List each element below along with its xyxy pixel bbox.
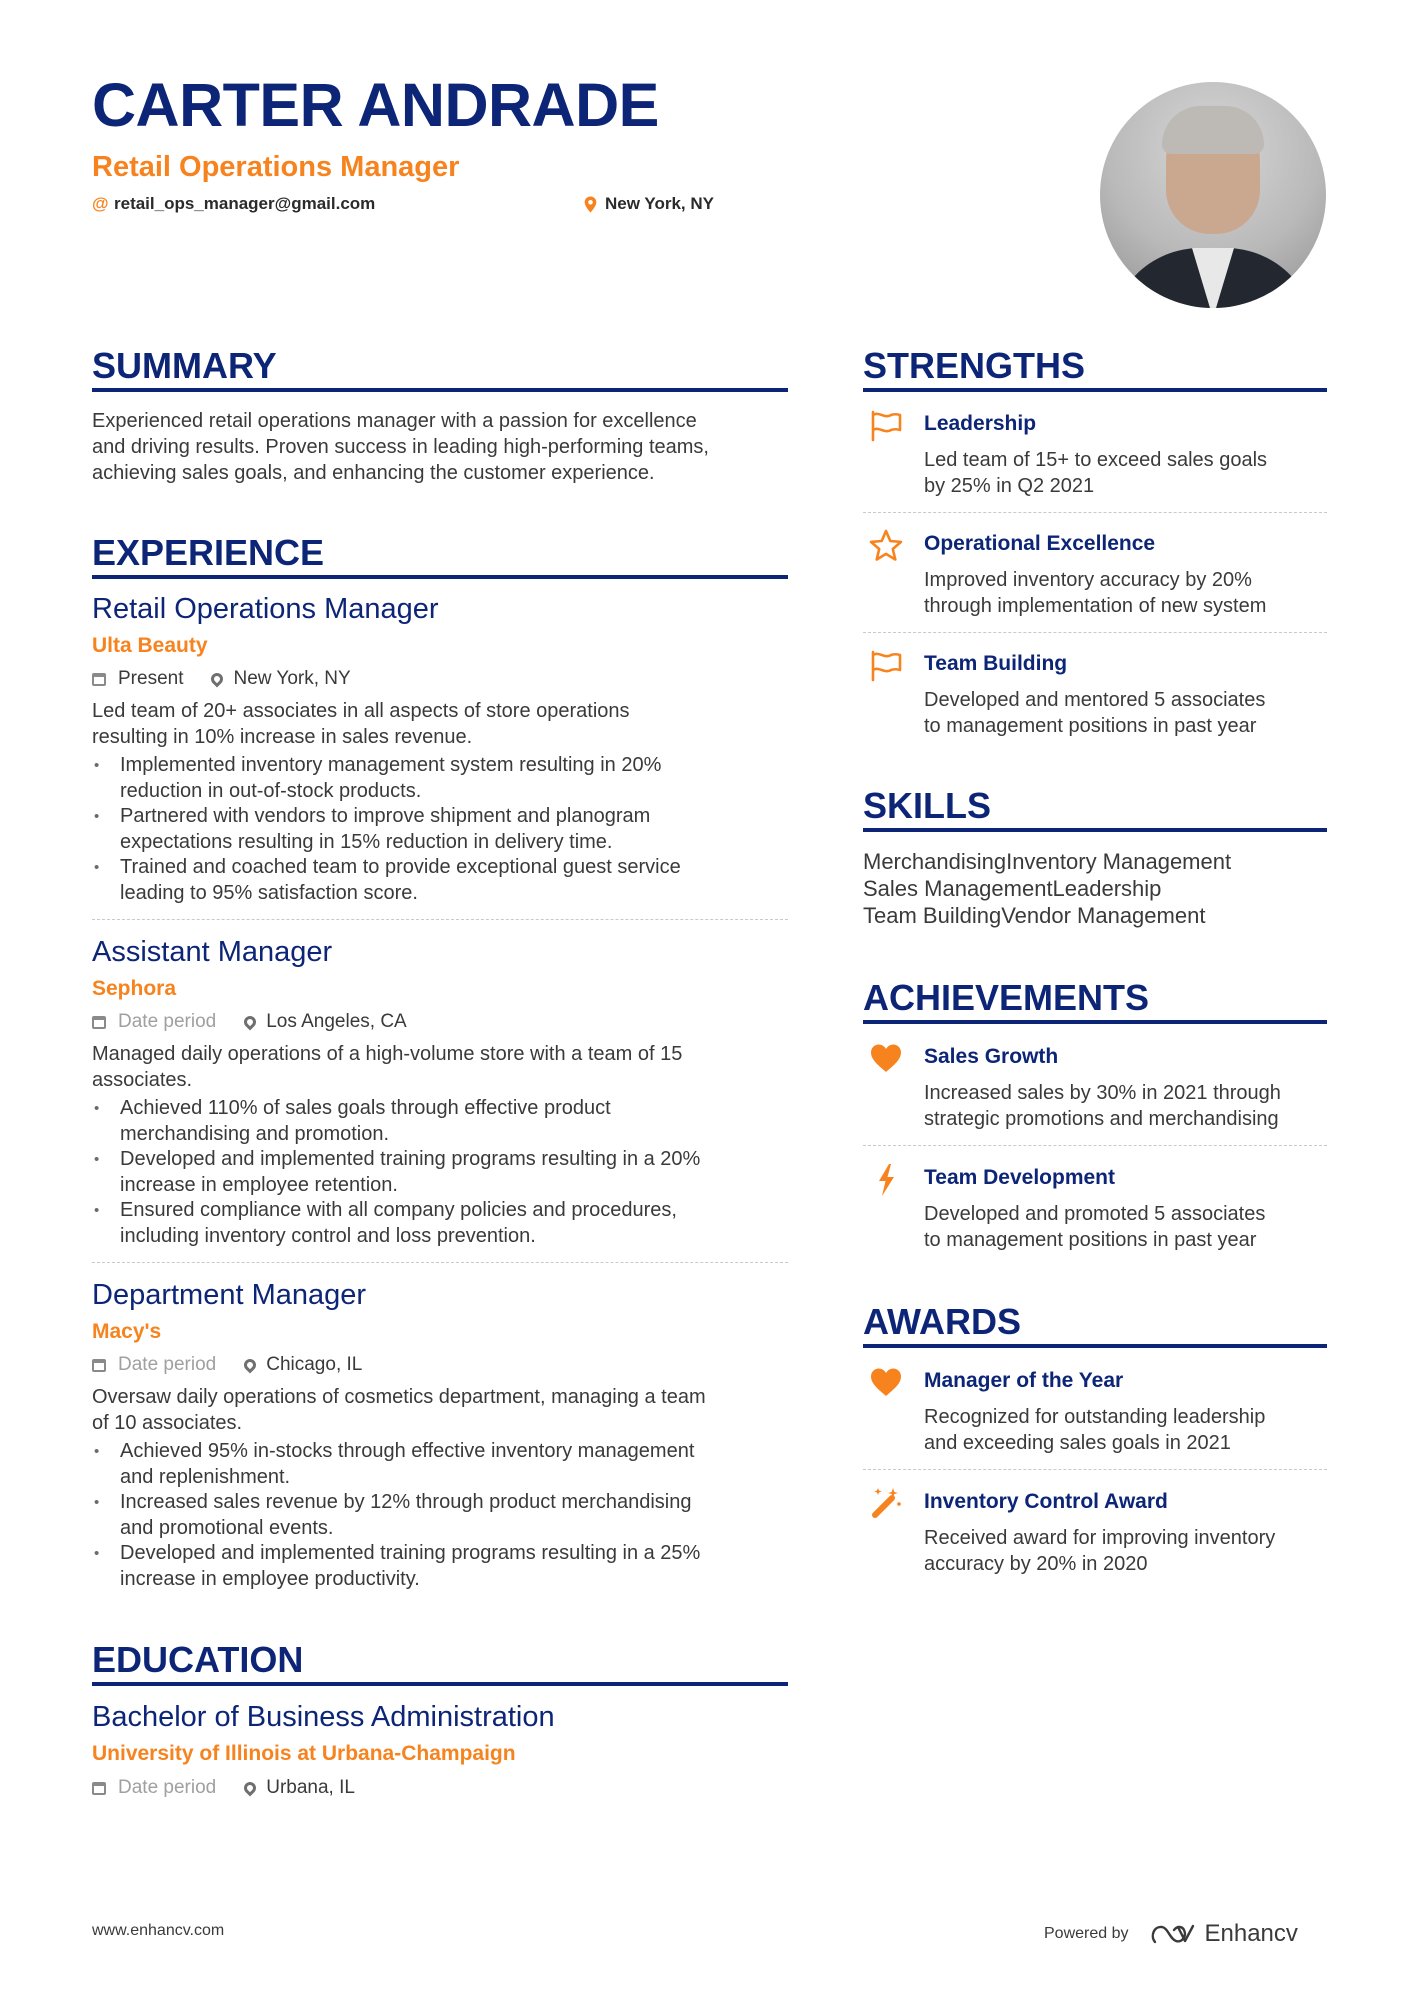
experience-heading: EXPERIENCE: [92, 532, 325, 573]
strengths-heading: STRENGTHS: [863, 345, 1086, 386]
award-title: Manager of the Year: [924, 1369, 1124, 1392]
education-meta: [92, 1777, 355, 1799]
job-title: Department Manager: [92, 1279, 367, 1311]
job-location: New York, NY: [233, 668, 351, 689]
education-divider: [92, 1682, 788, 1686]
skills-list: [863, 848, 1231, 929]
summary-heading: SUMMARY: [92, 345, 277, 386]
job-meta: [92, 1011, 407, 1033]
enhancv-logo: [1151, 1920, 1298, 1948]
awards-divider: [863, 1344, 1327, 1348]
footer-branding[interactable]: [1044, 1920, 1298, 1948]
degree-title: Bachelor of Business Administration: [92, 1701, 555, 1733]
job-title: Assistant Manager: [92, 936, 333, 968]
list-item: • Developed and implemented training programs resulting in a 20% increase in employee retention.: [92, 1147, 792, 1198]
job-company: Macy's: [92, 1320, 162, 1343]
school-name: University of Illinois at Urbana-Champaign: [92, 1742, 516, 1765]
strength-desc: Developed and mentored 5 associates to management positions in past year: [924, 689, 1266, 737]
profile-photo: [1100, 82, 1326, 308]
job-description: Oversaw daily operations of cosmetics department, managing a team of 10 associates.: [92, 1386, 706, 1434]
job-title: Retail Operations Manager: [92, 593, 439, 625]
list-item: Sales ManagementLeadership: [863, 876, 1162, 901]
calendar-icon: [92, 1359, 106, 1372]
awards-heading: AWARDS: [863, 1301, 1022, 1342]
job-date: Date period: [118, 1011, 217, 1032]
candidate-role: Retail Operations Manager: [92, 151, 460, 183]
job-bullets: [92, 753, 792, 906]
calendar-icon: [92, 673, 106, 686]
contact-email[interactable]: [92, 194, 375, 214]
achievement-title: Team Development: [924, 1166, 1115, 1189]
entry-divider: [863, 512, 1327, 513]
calendar-icon: [92, 1016, 106, 1029]
enhancv-logo-text: Enhancv: [1204, 1920, 1298, 1947]
job-company: Sephora: [92, 977, 177, 1000]
job-description: Led team of 20+ associates in all aspects of store operations resulting in 10% increase in sales revenue.: [92, 700, 630, 748]
job-company: Ulta Beauty: [92, 634, 208, 657]
job-meta: [92, 668, 351, 690]
list-item: • Ensured compliance with all company policies and procedures, including inventory control and loss prevention.: [92, 1198, 792, 1249]
location-pin-icon: [242, 1014, 259, 1031]
job-date: Date period: [118, 1354, 217, 1375]
flag-icon: [868, 408, 904, 444]
education-date: Date period: [118, 1777, 217, 1798]
award-desc: Received award for improving inventory accuracy by 20% in 2020: [924, 1527, 1276, 1575]
location-pin-icon: [584, 196, 597, 213]
list-item: MerchandisingInventory Management: [863, 849, 1232, 874]
strength-title: Operational Excellence: [924, 532, 1156, 555]
entry-divider: [92, 1262, 788, 1263]
list-item: • Increased sales revenue by 12% through product merchandising and promotional events.: [92, 1490, 792, 1541]
flag-icon: [868, 648, 904, 684]
skills-divider: [863, 828, 1327, 832]
achievements-divider: [863, 1020, 1327, 1024]
location-text: New York, NY: [605, 194, 714, 213]
location-pin-icon: [242, 1780, 259, 1797]
entry-divider: [863, 632, 1327, 633]
entry-divider: [863, 1469, 1327, 1470]
job-description: Managed daily operations of a high-volume store with a team of 15 associates.: [92, 1043, 683, 1091]
powered-by-label: Powered by: [1044, 1925, 1129, 1942]
strength-desc: Led team of 15+ to exceed sales goals by 25% in Q2 2021: [924, 449, 1268, 497]
job-bullets: [92, 1439, 792, 1592]
heart-icon: [868, 1364, 904, 1400]
heart-icon: [868, 1040, 904, 1076]
job-date: Present: [118, 668, 184, 689]
achievement-desc: Increased sales by 30% in 2021 through strategic promotions and merchandising: [924, 1082, 1281, 1130]
summary-divider: [92, 388, 788, 392]
candidate-name: CARTER ANDRADE: [92, 71, 659, 139]
location-pin-icon: [242, 1357, 259, 1374]
entry-divider: [92, 919, 788, 920]
education-location: Urbana, IL: [266, 1777, 355, 1798]
bolt-icon: [868, 1162, 904, 1198]
at-icon: @: [92, 194, 109, 213]
list-item: • Partnered with vendors to improve shipment and planogram expectations resulting in 15% reduction in delivery time.: [92, 804, 792, 855]
list-item: • Achieved 110% of sales goals through effective product merchandising and promotion.: [92, 1096, 792, 1147]
list-item: • Trained and coached team to provide exceptional guest service leading to 95% satisfaction score.: [92, 855, 792, 906]
email-text: retail_ops_manager@gmail.com: [114, 194, 376, 213]
job-location: Chicago, IL: [266, 1354, 363, 1375]
job-bullets: [92, 1096, 792, 1249]
job-location: Los Angeles, CA: [266, 1011, 407, 1032]
strength-title: Team Building: [924, 652, 1068, 675]
strength-title: Leadership: [924, 412, 1037, 435]
award-title: Inventory Control Award: [924, 1490, 1168, 1513]
achievements-heading: ACHIEVEMENTS: [863, 977, 1150, 1018]
location-pin-icon: [209, 671, 226, 688]
calendar-icon: [92, 1782, 106, 1795]
list-item: Team BuildingVendor Management: [863, 903, 1206, 928]
education-heading: EDUCATION: [92, 1639, 304, 1680]
achievement-title: Sales Growth: [924, 1045, 1059, 1068]
list-item: • Implemented inventory management system resulting in 20% reduction in out-of-stock products.: [92, 753, 792, 804]
skills-heading: SKILLS: [863, 785, 992, 826]
footer-website[interactable]: www.enhancv.com: [92, 1922, 225, 1939]
list-item: • Developed and implemented training programs resulting in a 25% increase in employee productivity.: [92, 1541, 792, 1592]
enhancv-logo-icon: [1151, 1922, 1197, 1946]
strengths-divider: [863, 388, 1327, 392]
achievement-desc: Developed and promoted 5 associates to management positions in past year: [924, 1203, 1266, 1251]
magic-wand-icon: [868, 1484, 904, 1520]
experience-divider: [92, 575, 788, 579]
contact-location: [584, 194, 714, 214]
award-desc: Recognized for outstanding leadership and exceeding sales goals in 2021: [924, 1406, 1266, 1454]
list-item: • Achieved 95% in-stocks through effective inventory management and replenishment.: [92, 1439, 792, 1490]
star-icon: [868, 528, 904, 564]
entry-divider: [863, 1145, 1327, 1146]
summary-text: Experienced retail operations manager with a passion for excellence and driving results. Proven success in leading high-performing teams, achieving sales goals, and enhancing the customer experience.: [92, 410, 709, 484]
strength-desc: Improved inventory accuracy by 20% through implementation of new system: [924, 569, 1267, 617]
job-meta: [92, 1354, 362, 1376]
